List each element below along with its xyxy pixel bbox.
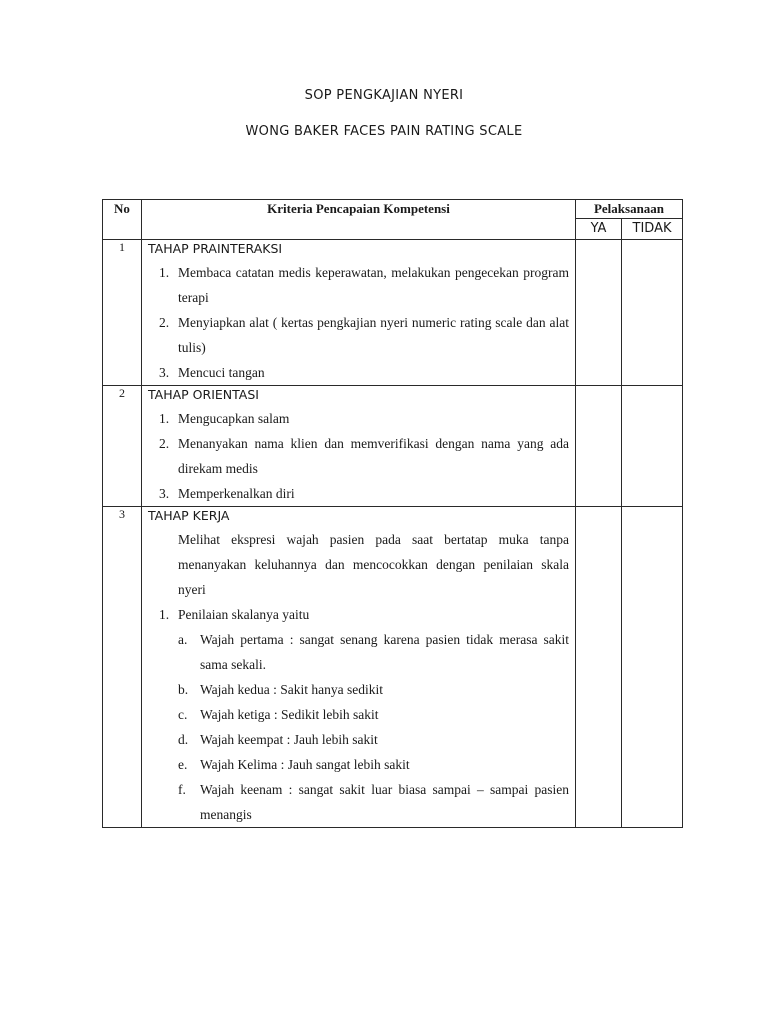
header-tidak: TIDAK [622,219,683,240]
list-item [142,602,575,627]
checkbox-cell-ya[interactable] [576,386,622,507]
checkbox-cell-tidak[interactable] [622,507,683,828]
item-letter: a. [178,632,188,647]
item-text: Menyiapkan alat ( kertas pengkajian nyeri numeric rating scale dan alat tulis) [178,315,569,355]
item-number: 1. [159,411,170,426]
section-title: TAHAP KERJA [148,508,230,523]
list-item [142,360,575,385]
kriteria-cell [142,507,576,828]
item-text: Wajah ketiga : Sedikit lebih sakit [200,707,379,722]
row-number: 3 [103,507,142,828]
table-row-section-3 [103,507,683,828]
item-letter: f. [178,782,186,797]
item-text: Menanyakan nama klien dan memverifikasi dengan nama yang ada direkam medis [178,436,569,476]
item-text: Mencuci tangan [178,365,265,380]
item-text: Wajah Kelima : Jauh sangat lebih sakit [200,757,410,772]
item-text: Wajah pertama : sangat senang karena pasien tidak merasa sakit sama sekali. [200,632,569,672]
document-subtitle: WONG BAKER FACES PAIN RATING SCALE [245,124,523,139]
item-text: Memperkenalkan diri [178,486,295,501]
item-text: Membaca catatan medis keperawatan, melakukan pengecekan program terapi [178,265,569,305]
row-number: 2 [103,386,142,507]
list-subitem [142,752,575,777]
list-subitem [142,627,575,677]
list-item [142,406,575,431]
sop-table [102,199,683,828]
section-title: TAHAP ORIENTASI [148,387,259,402]
list-item [142,481,575,506]
checkbox-cell-tidak[interactable] [622,240,683,386]
item-letter: b. [178,682,189,697]
list-subitem [142,727,575,752]
section-intro: Melihat ekspresi wajah pasien pada saat bertatap muka tanpa menanyakan keluhannya dan mencocokkan dengan penilaian skala nyeri [178,532,569,597]
list-item [142,431,575,481]
list-subitem [142,677,575,702]
item-number: 1. [159,607,170,622]
header-no: No [103,200,142,240]
row-number: 1 [103,240,142,386]
item-text: Wajah keempat : Jauh lebih sakit [200,732,378,747]
item-text: Wajah keenam : sangat sakit luar biasa sampai – sampai pasien menangis [200,782,569,822]
item-number: 3. [159,486,170,501]
item-text: Penilaian skalanya yaitu [178,607,310,622]
item-number: 3. [159,365,170,380]
kriteria-cell [142,386,576,507]
item-text: Mengucapkan salam [178,411,290,426]
item-number: 1. [159,265,170,280]
item-letter: d. [178,732,189,747]
checkbox-cell-ya[interactable] [576,240,622,386]
list-item [142,310,575,360]
kriteria-cell [142,240,576,386]
item-number: 2. [159,315,170,330]
checkbox-cell-tidak[interactable] [622,386,683,507]
item-text: Wajah kedua : Sakit hanya sedikit [200,682,383,697]
list-item [142,260,575,310]
document-title: SOP PENGKAJIAN NYERI [304,88,464,103]
header-pelaksanaan: Pelaksanaan [576,200,683,219]
checkbox-cell-ya[interactable] [576,507,622,828]
table-row-section-1 [103,240,683,386]
list-subitem [142,777,575,827]
item-letter: c. [178,707,188,722]
item-number: 2. [159,436,170,451]
table-row-section-2 [103,386,683,507]
header-ya: YA [576,219,622,240]
list-subitem [142,702,575,727]
header-kriteria: Kriteria Pencapaian Kompetensi [142,200,576,240]
section-title: TAHAP PRAINTERAKSI [148,241,283,256]
item-letter: e. [178,757,188,772]
